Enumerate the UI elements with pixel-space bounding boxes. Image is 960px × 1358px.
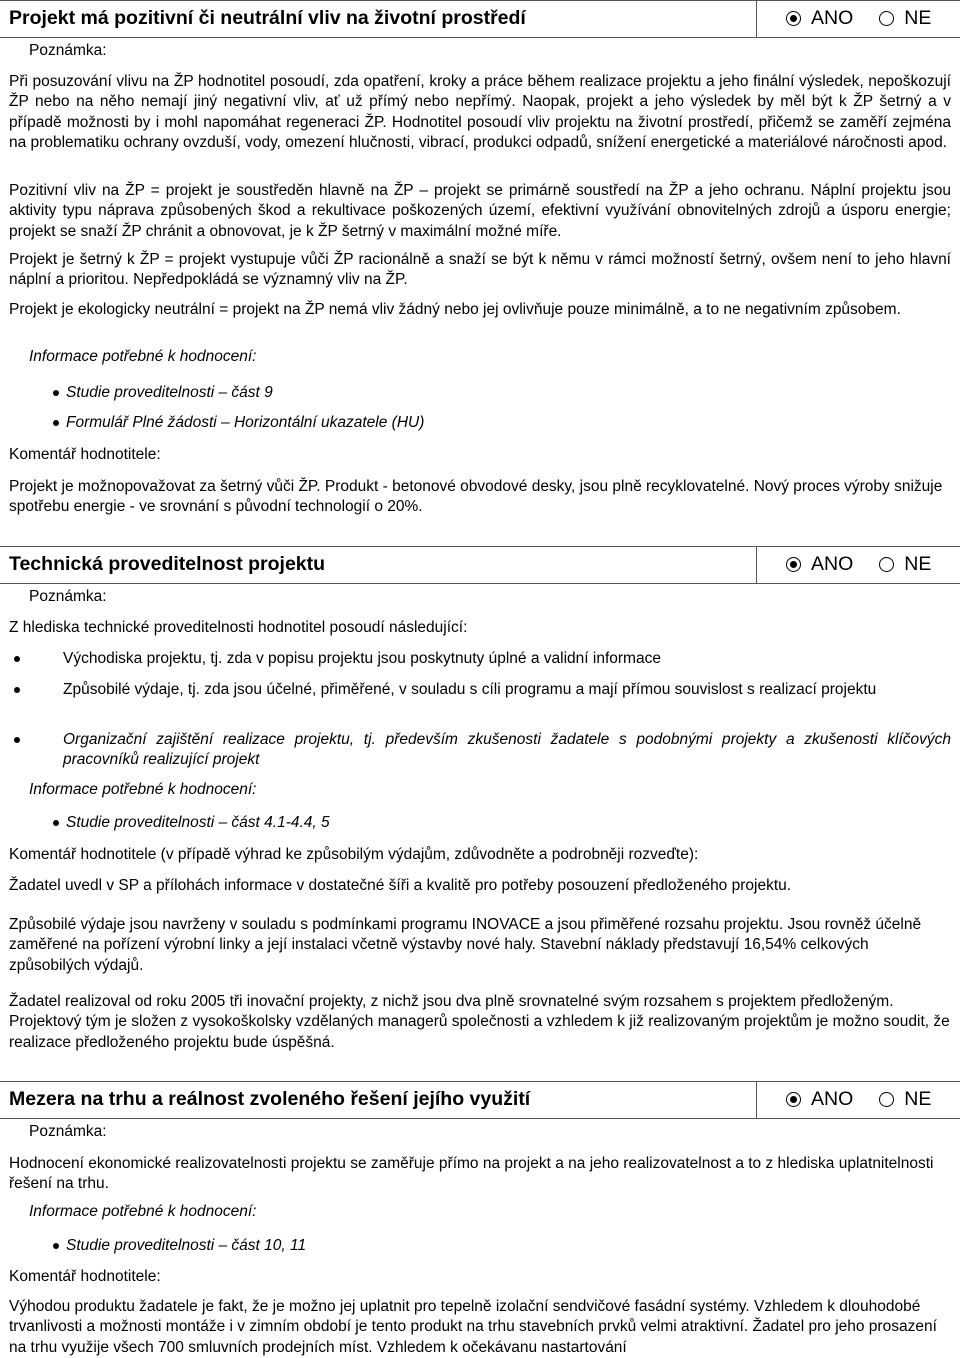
bullet-icon [53,420,59,426]
radio-empty-icon [879,11,894,26]
section-header [0,1081,960,1119]
yes-radio[interactable] [786,1088,853,1111]
section-technical-feasibility [0,546,960,1051]
yes-label: ANO [811,7,854,29]
divider [756,1082,757,1118]
yes-no-radio-group [786,1088,931,1111]
paragraph: Projekt je šetrný k ŽP = projekt vystupuje vůči ŽP racionálně a snaží se být k němu v rámci možností šetrný, ovšem není to jeho hlavní náplní a prioritou. Nepředpokládá se významný vliv na ŽP. [9,251,951,289]
comment-text: Způsobilé výdaje jsou navrženy v souladu s podmínkami programu INOVACE a jsou přiměřené rozsahu projektu. Jsou rovněž účelně zaměřené na pořízení výrobní linky a její instalaci včetně výstavby nové haly. Stavební náklady představují 16,54% celkových způsobilých výdajů. [9,916,922,974]
info-label: Informace potřebné k hodnocení: [29,1203,257,1220]
paragraph: Pozitivní vliv na ŽP = projekt je soustředěn hlavně na ŽP – projekt se primárně soustředí na ŽP a jeho ochranu. Náplní projektu jsou aktivity typu náprava způsobených škod a rekultivace poškozených území, efektivní využívání obnovitelných zdrojů a úsporu energie; projekt se snaží ŽP chránit a obnovovat, je k ŽP šetrný v maximální možné míře. [9,182,951,240]
info-label: Informace potřebné k hodnocení: [29,781,257,798]
info-label: Informace potřebné k hodnocení: [29,348,257,365]
info-item: Studie proveditelnosti – část 9 [53,384,273,402]
radio-selected-icon [786,11,801,26]
criteria-item: Organizační zajištění realizace projektu, tj. především zkušenosti žadatele s podobnými projekty a zkušenosti klíčových pracovníků realizující projekt [9,730,951,771]
bullet-icon [53,1243,59,1249]
radio-empty-icon [879,557,894,572]
bullet-icon [14,656,20,662]
section-market-gap [0,1081,960,1356]
comment-label: Komentář hodnotitele: [9,1268,161,1285]
divider [756,547,757,583]
section-title: Mezera na trhu a reálnost zvoleného řešení jejího využití [9,1088,531,1110]
note-label: Poznámka: [29,1123,107,1140]
yes-radio[interactable] [786,7,853,30]
yes-radio[interactable] [786,553,853,576]
section-title: Projekt má pozitivní či neutrální vliv na životní prostředí [9,7,526,29]
section-header [0,546,960,584]
note-label: Poznámka: [29,588,107,605]
criteria-item: Východiska projektu, tj. zda v popisu projektu jsou poskytnuty úplné a validní informace [9,649,951,669]
no-label: NE [904,553,932,575]
no-radio[interactable] [879,7,931,30]
criteria-item: Způsobilé výdaje, tj. zda jsou účelné, přiměřené, v souladu s cíli programu a mají přímou souvislost s realizací projektu [9,680,951,700]
comment-text: Výhodou produktu žadatele je fakt, že je možno jej uplatnit pro tepelně izolační sendvičové fasádní systémy. Vzhledem k dlouhodobé trvanlivosti a možnosti montáže i v zimním období je tento produkt na trhu stavebních prvků velmi atraktivní. Žadatel pro jeho prosazení na trhu využije všech 700 smluvních prodejních míst. Vzhledem k očekávanu nastartování [9,1298,937,1356]
yes-label: ANO [811,553,854,575]
intro-text: Z hlediska technické proveditelnosti hodnotitel posoudí následující: [9,619,468,636]
comment-text: Projekt je možnopovažovat za šetrný vůči ŽP. Produkt - betonové obvodové desky, jsou plně recyklovatelné. Nový proces výroby snižuje spotřebu energie - ve srovnání s původní technologií o 20%. [9,478,943,516]
info-item: Studie proveditelnosti – část 10, 11 [53,1237,306,1255]
bullet-icon [14,737,20,743]
comment-text: Žadatel uvedl v SP a přílohách informace v dostatečné šíři a kvalitě pro potřeby posouzení předloženého projektu. [9,877,792,894]
yes-label: ANO [811,1088,854,1110]
info-item: Formulář Plné žádosti – Horizontální ukazatele (HU) [53,414,424,432]
yes-no-radio-group [786,553,931,576]
section-environment [0,0,960,516]
bullet-icon [53,820,59,826]
section-header [0,0,960,38]
radio-selected-icon [786,557,801,572]
section-title: Technická proveditelnost projektu [9,553,326,575]
comment-label: Komentář hodnotitele (v případě výhrad ke způsobilým výdajům, zdůvodněte a podrobněji rozveďte): [9,846,699,863]
intro-text: Hodnocení ekonomické realizovatelnosti projektu se zaměřuje přímo na projekt a na jeho realizovatelnost a to z hlediska uplatnitelnosti řešení na trhu. [9,1155,934,1193]
paragraph: Projekt je ekologicky neutrální = projekt na ŽP nemá vliv žádný nebo jej ovlivňuje pouze minimálně, a to ne negativním způsobem. [9,301,901,318]
yes-no-radio-group [786,7,931,30]
divider [756,1,757,37]
comment-text: Žadatel realizoval od roku 2005 tři inovační projekty, z nichž jsou dva plně srovnatelné svým rozsahem s projektem předloženým. Projektový tým je složen z vysokoškolsky vzdělaných managerů společnosti a vzhledem k již realizovaným projektům je možno soudit, že realizace předloženého projektu bude úspěšná. [9,993,950,1051]
radio-empty-icon [879,1092,894,1107]
note-label: Poznámka: [29,42,107,59]
no-label: NE [904,7,932,29]
paragraph: Při posuzování vlivu na ŽP hodnotitel posoudí, zda opatření, kroky a práce během realizace projektu a jeho finální výsledek, nepoškozují ŽP nebo na něho nemají jiný negativní vliv, ať už přímý nebo nepřímý. Naopak, projekt a jeho výsledek by měl být k ŽP šetrný a v případě možnosti by i mohl napomáhat regeneraci ŽP. Hodnotitel posoudí vliv projektu na životní prostředí, přičemž se zaměří zejména na problematiku ochrany ovzduší, vody, omezení hlučnosti, vibrací, produkci odpadů, snížení energetické a materiálové náročnosti apod. [9,73,951,151]
bullet-icon [53,390,59,396]
no-label: NE [904,1088,932,1110]
comment-label: Komentář hodnotitele: [9,446,161,463]
bullet-icon [14,687,20,693]
no-radio[interactable] [879,1088,931,1111]
radio-selected-icon [786,1092,801,1107]
no-radio[interactable] [879,553,931,576]
info-item: Studie proveditelnosti – část 4.1-4.4, 5 [53,814,330,832]
